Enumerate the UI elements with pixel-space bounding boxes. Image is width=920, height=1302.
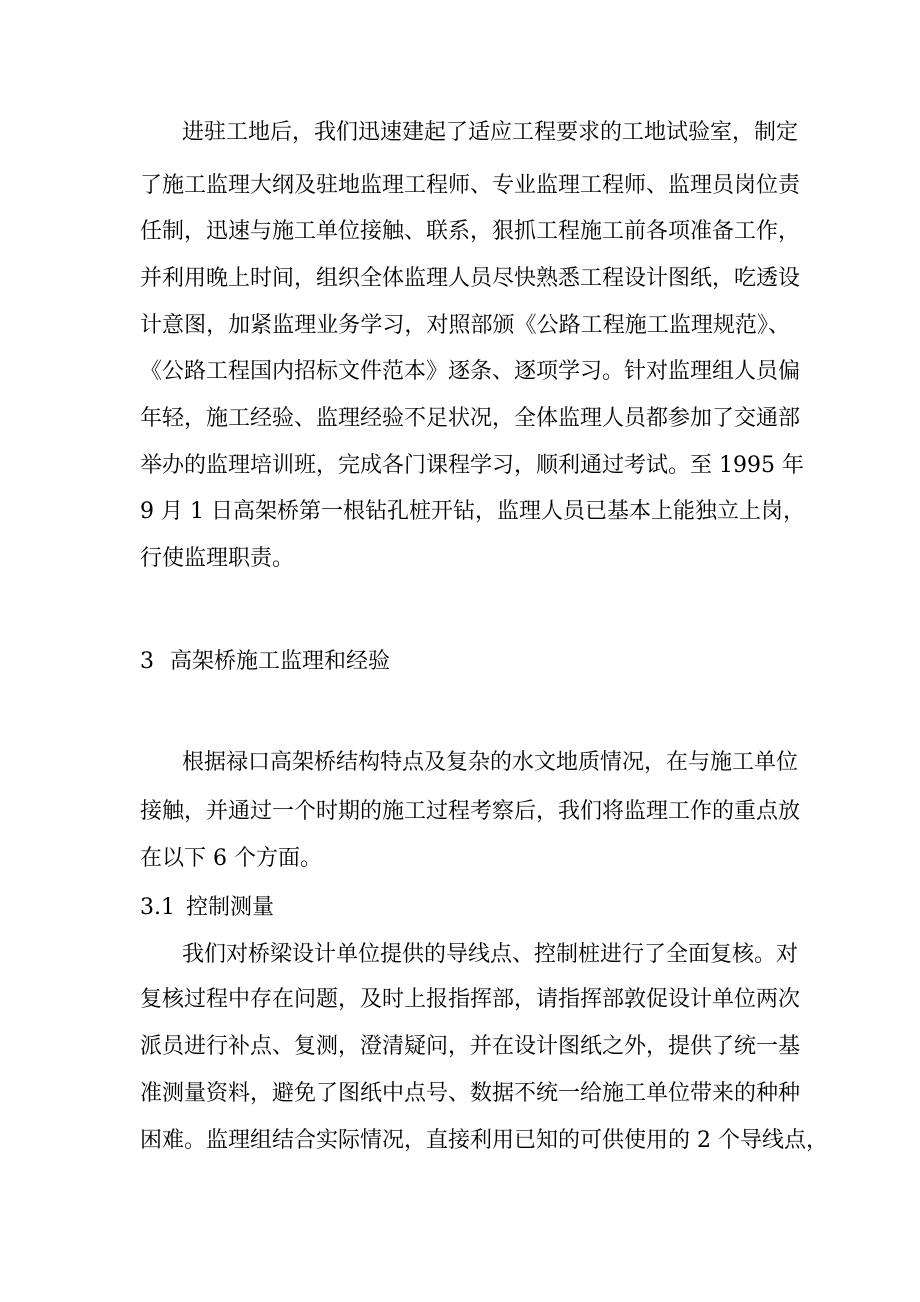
section-title: 控制测量: [186, 895, 275, 920]
paragraph1-line: 年轻，施工经验、监理经验不足状况，全体监理人员都参加了交通部: [140, 406, 801, 431]
paragraph3-line: 复核过程中存在问题，及时上报指挥部，请指挥部敦促设计单位两次: [140, 987, 801, 1012]
paragraph3-line: 准测量资料，避免了图纸中点号、数据不统一给施工单位带来的种种: [140, 1081, 801, 1106]
paragraph1-line: 计意图，加紧监理业务学习，对照部颁《公路工程施工监理规范》、: [140, 313, 790, 338]
section-heading-3: [140, 647, 390, 677]
section-heading-3-1: [140, 893, 274, 923]
section-title: 高架桥施工监理和经验: [170, 649, 391, 674]
paragraph1-line: 了施工监理大纲及驻地监理工程师、专业监理工程师、监理员岗位责: [140, 173, 801, 198]
paragraph2-line: 接触，并通过一个时期的施工过程考察后，我们将监理工作的重点放: [140, 799, 801, 824]
paragraph1-line: 举办的监理培训班，完成各门课程学习，顺利通过考试。至 1995 年: [140, 453, 804, 478]
section-number: 3: [140, 649, 154, 674]
paragraph3-line: 困难。监理组结合实际情况，直接利用已知的可供使用的 2 个导线点，: [140, 1128, 828, 1153]
paragraph1-line: 任制，迅速与施工单位接触、联系，狠抓工程施工前各项准备工作，: [140, 219, 801, 244]
paragraph1-line: 进驻工地后，我们迅速建起了适应工程要求的工地试验室，制定: [182, 120, 799, 145]
paragraph1-line: 《公路工程国内招标文件范本》逐条、逐项学习。针对监理组人员偏: [140, 359, 801, 384]
paragraph3-line: 我们对桥梁设计单位提供的导线点、控制桩进行了全面复核。对: [182, 942, 799, 967]
paragraph2-line: 根据禄口高架桥结构特点及复杂的水文地质情况，在与施工单位: [182, 750, 799, 775]
section-number: 3.1: [140, 895, 175, 920]
paragraph1-line: 行使监理职责。: [140, 546, 295, 571]
paragraph1-line: 并利用晚上时间，组织全体监理人员尽快熟悉工程设计图纸，吃透设: [140, 266, 801, 291]
paragraph2-line: 在以下 6 个方面。: [140, 846, 322, 871]
paragraph3-line: 派员进行补点、复测，澄清疑问，并在设计图纸之外，提供了统一基: [140, 1034, 801, 1059]
paragraph1-line: 9 月 1 日高架桥第一根钻孔桩开钻，监理人员已基本上能独立上岗，: [140, 499, 805, 524]
